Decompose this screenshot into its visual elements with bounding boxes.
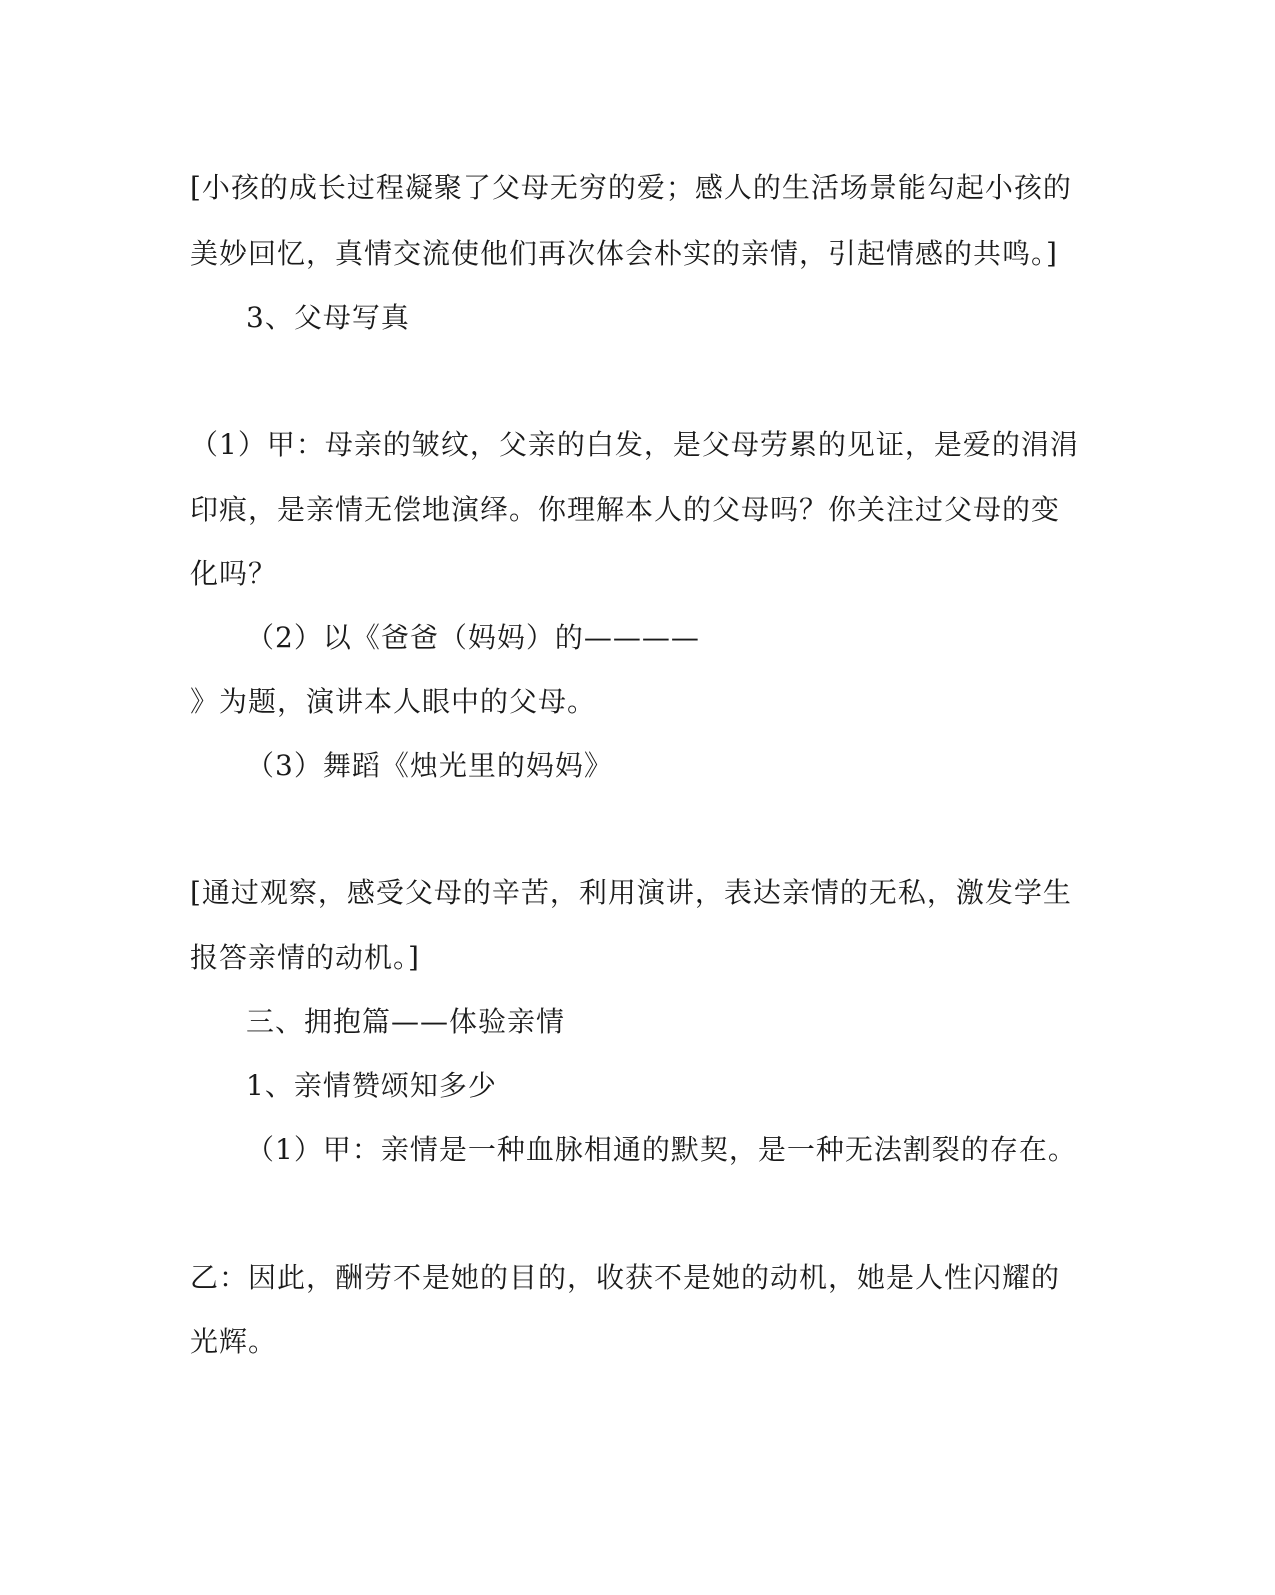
paragraph-line-16: 光辉。 [190, 1325, 278, 1358]
list-item-praise-1: （1）甲：亲情是一种血脉相通的默契，是一种无法割裂的存在。 [246, 1133, 1077, 1166]
paragraph-line-10: [通过观察，感受父母的辛苦，利用演讲，表达亲情的无私，激发学生 [190, 876, 1072, 909]
section-heading-embrace: 三、拥抱篇——体验亲情 [246, 1005, 566, 1038]
paragraph-line-4: （1）甲：母亲的皱纹，父亲的白发，是父母劳累的见证，是爱的涓涓 [190, 428, 1079, 461]
list-item-2-continued: 》为题，演讲本人眼中的父母。 [190, 685, 597, 718]
subsection-heading-praise: 1、亲情赞颂知多少 [246, 1069, 497, 1102]
paragraph-line-2: 美妙回忆，真情交流使他们再次体会朴实的亲情，引起情感的共鸣。] [190, 237, 1058, 270]
paragraph-line-5: 印痕，是亲情无偿地演绎。你理解本人的父母吗？你关注过父母的变 [190, 493, 1061, 526]
list-item-2: （2）以《爸爸（妈妈）的———— [246, 621, 700, 654]
list-item-3: （3）舞蹈《烛光里的妈妈》 [246, 749, 613, 782]
paragraph-line-6: 化吗？ [190, 557, 278, 590]
paragraph-line-1: [小孩的成长过程凝聚了父母无穷的爱；感人的生活场景能勾起小孩的 [190, 171, 1072, 204]
section-heading-parent-portrait: 3、父母写真 [246, 301, 410, 334]
paragraph-line-15: 乙：因此，酬劳不是她的目的，收获不是她的动机，她是人性闪耀的 [190, 1261, 1061, 1294]
paragraph-line-11: 报答亲情的动机。] [190, 941, 420, 974]
